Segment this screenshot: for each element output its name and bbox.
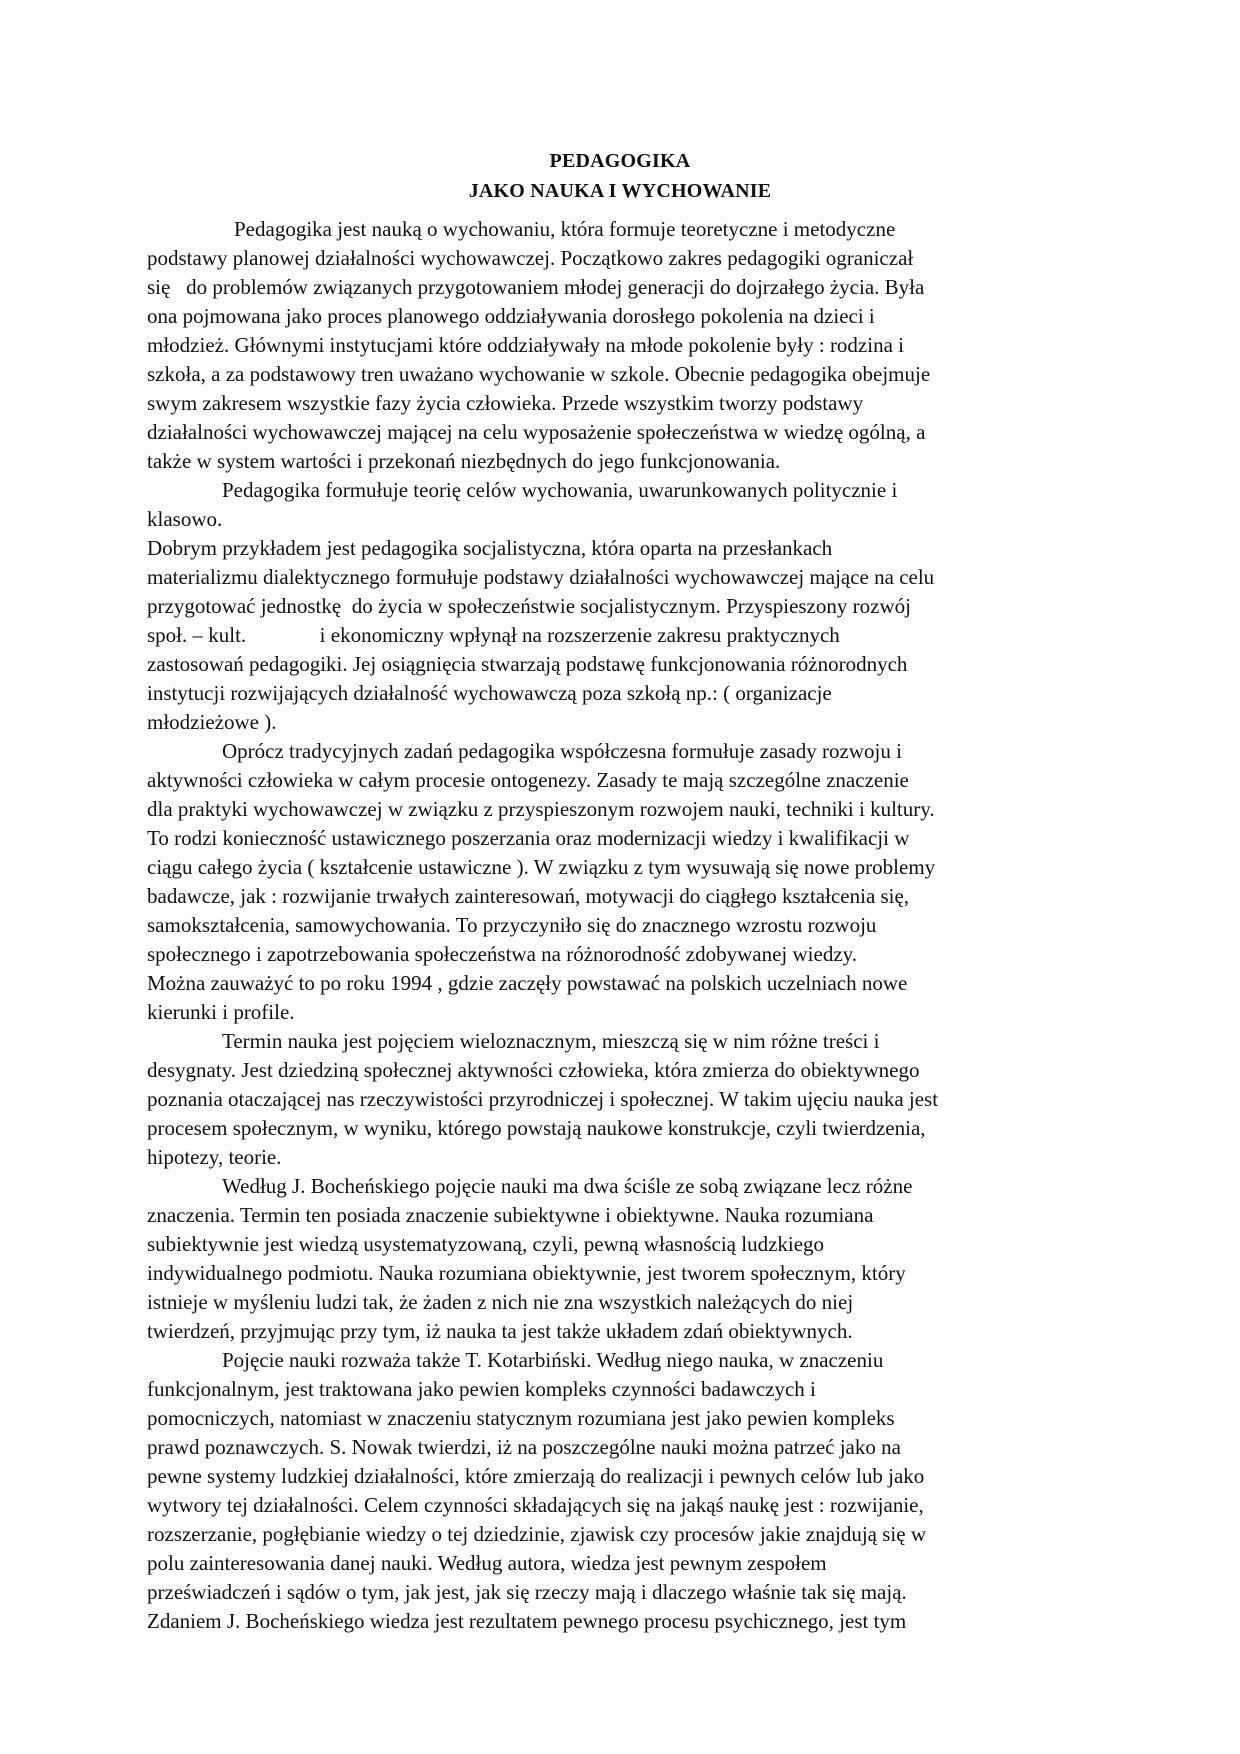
text-line: aktywności człowieka w całym procesie ontogenezy. Zasady te mają szczególne znaczenie bbox=[147, 768, 909, 792]
text-line: badawcze, jak : rozwijanie trwałych zainteresowań, motywacji do ciągłego kształcenia się, bbox=[147, 884, 910, 908]
text-line: pomocniczych, natomiast w znaczeniu statycznym rozumiana jest jako pewien kompleks bbox=[147, 1406, 895, 1430]
text-line: Pojęcie nauki rozważa także T. Kotarbiński. Według niego nauka, w znaczeniu bbox=[222, 1348, 884, 1372]
document-subtitle: JAKO NAUKA I WYCHOWANIE bbox=[468, 180, 772, 202]
text-line: desygnaty. Jest dziedziną społecznej aktywności człowieka, która zmierza do obiektywnego bbox=[147, 1058, 920, 1082]
text-line: się do problemów związanych przygotowaniem młodej generacji do dojrzałego życia. Była bbox=[147, 275, 925, 299]
text-line: funkcjonalnym, jest traktowana jako pewien kompleks czynności badawczych i bbox=[147, 1377, 816, 1401]
text-line: społecznego i zapotrzebowania społeczeństwa na różnorodność zdobywanej wiedzy. bbox=[147, 942, 858, 966]
text-line: młodzieżowe ). bbox=[147, 710, 277, 734]
text-line: Dobrym przykładem jest pedagogika socjalistyczna, która oparta na przesłankach bbox=[147, 536, 833, 560]
document-title: PEDAGOGIKA bbox=[549, 150, 691, 172]
text-line: znaczenia. Termin ten posiada znaczenie subiektywne i obiektywne. Nauka rozumiana bbox=[147, 1203, 874, 1227]
text-line: poznania otaczającej nas rzeczywistości przyrodniczej i społecznej. W takim ujęciu nauka jest bbox=[147, 1087, 939, 1111]
text-line: instytucji rozwijających działalność wychowawczą poza szkołą np.: ( organizacje bbox=[147, 681, 832, 705]
text-line: ona pojmowana jako proces planowego oddziaływania dorosłego pokolenia na dzieci i bbox=[147, 304, 875, 328]
text-line: także w system wartości i przekonań niezbędnych do jego funkcjonowania. bbox=[147, 449, 781, 473]
text-line: dla praktyki wychowawczej w związku z przyspieszonym rozwojem nauki, techniki i kultury. bbox=[147, 797, 935, 821]
text-line: podstawy planowej działalności wychowawczej. Początkowo zakres pedagogiki ograniczał bbox=[147, 246, 914, 270]
text-line: rozszerzanie, pogłębianie wiedzy o tej dziedzinie, zjawisk czy procesów jakie znajdują się w bbox=[147, 1522, 926, 1546]
text-line: Termin nauka jest pojęciem wieloznacznym, mieszczą się w nim różne treści i bbox=[222, 1029, 880, 1053]
text-line: procesem społecznym, w wyniku, którego powstają naukowe konstrukcje, czyli twierdzenia, bbox=[147, 1116, 926, 1140]
text-line: młodzież. Głównymi instytucjami które oddziaływały na młode pokolenie były : rodzina i bbox=[147, 333, 904, 357]
text-line: Pedagogika formułuje teorię celów wychowania, uwarunkowanych politycznie i bbox=[222, 478, 898, 502]
text-line: Zdaniem J. Bocheńskiego wiedza jest rezultatem pewnego procesu psychicznego, jest tym bbox=[147, 1609, 907, 1633]
text-line: Według J. Bocheńskiego pojęcie nauki ma dwa ściśle ze sobą związane lecz różne bbox=[222, 1174, 913, 1198]
text-line: wytwory tej działalności. Celem czynności składających się na jakąś naukę jest : rozwijanie, bbox=[147, 1493, 924, 1517]
text-line: samokształcenia, samowychowania. To przyczyniło się do znacznego wzrostu rozwoju bbox=[147, 913, 877, 937]
text-line: ciągu całego życia ( kształcenie ustawiczne ). W związku z tym wysuwają się nowe problemy bbox=[147, 855, 936, 879]
text-line: przeświadczeń i sądów o tym, jak jest, jak się rzeczy mają i dlaczego właśnie tak się mają. bbox=[147, 1580, 907, 1604]
text-line: swym zakresem wszystkie fazy życia człowieka. Przede wszystkim tworzy podstawy bbox=[147, 391, 864, 415]
text-line: hipotezy, teorie. bbox=[147, 1145, 282, 1169]
text-line: indywidualnego podmiotu. Nauka rozumiana obiektywnie, jest tworem społecznym, który bbox=[147, 1261, 906, 1285]
text-line: społ. – kult. i ekonomiczny wpłynął na rozszerzenie zakresu praktycznych bbox=[147, 623, 840, 647]
text-line: materializmu dialektycznego formułuje podstawy działalności wychowawczej mające na celu bbox=[147, 565, 935, 589]
text-line: Oprócz tradycyjnych zadań pedagogika współczesna formułuje zasady rozwoju i bbox=[222, 739, 902, 763]
text-line: twierdzeń, przyjmując przy tym, iż nauka ta jest także układem zdań obiektywnych. bbox=[147, 1319, 853, 1343]
text-line: przygotować jednostkę do życia w społeczeństwie socjalistycznym. Przyspieszony rozwój bbox=[147, 594, 911, 618]
text-line: prawd poznawczych. S. Nowak twierdzi, iż na poszczególne nauki można patrzeć jako na bbox=[147, 1435, 901, 1459]
text-line: kierunki i profile. bbox=[147, 1000, 295, 1024]
text-line: polu zainteresowania danej nauki. Według autora, wiedza jest pewnym zespołem bbox=[147, 1551, 827, 1575]
text-line: działalności wychowawczej mającej na celu wyposażenie społeczeństwa w wiedzę ogólną, a bbox=[147, 420, 926, 444]
text-line: szkoła, a za podstawowy tren uważano wychowanie w szkole. Obecnie pedagogika obejmuje bbox=[147, 362, 931, 386]
text-line: zastosowań pedagogiki. Jej osiągnięcia stwarzają podstawę funkcjonowania różnorodnych bbox=[147, 652, 908, 676]
text-line: Pedagogika jest nauką o wychowaniu, która formuje teoretyczne i metodyczne bbox=[234, 217, 896, 241]
text-line: To rodzi konieczność ustawicznego poszerzania oraz modernizacji wiedzy i kwalifikacji w bbox=[147, 826, 910, 850]
text-line: klasowo. bbox=[147, 507, 223, 531]
text-line: subiektywnie jest wiedzą usystematyzowaną, czyli, pewną własnością ludzkiego bbox=[147, 1232, 825, 1256]
text-line: Można zauważyć to po roku 1994 , gdzie zaczęły powstawać na polskich uczelniach nowe bbox=[147, 971, 908, 995]
text-line: istnieje w myśleniu ludzi tak, że żaden z nich nie zna wszystkich należących do niej bbox=[147, 1290, 854, 1314]
text-line: pewne systemy ludzkiej działalności, które zmierzają do realizacji i pewnych celów lub jako bbox=[147, 1464, 925, 1488]
